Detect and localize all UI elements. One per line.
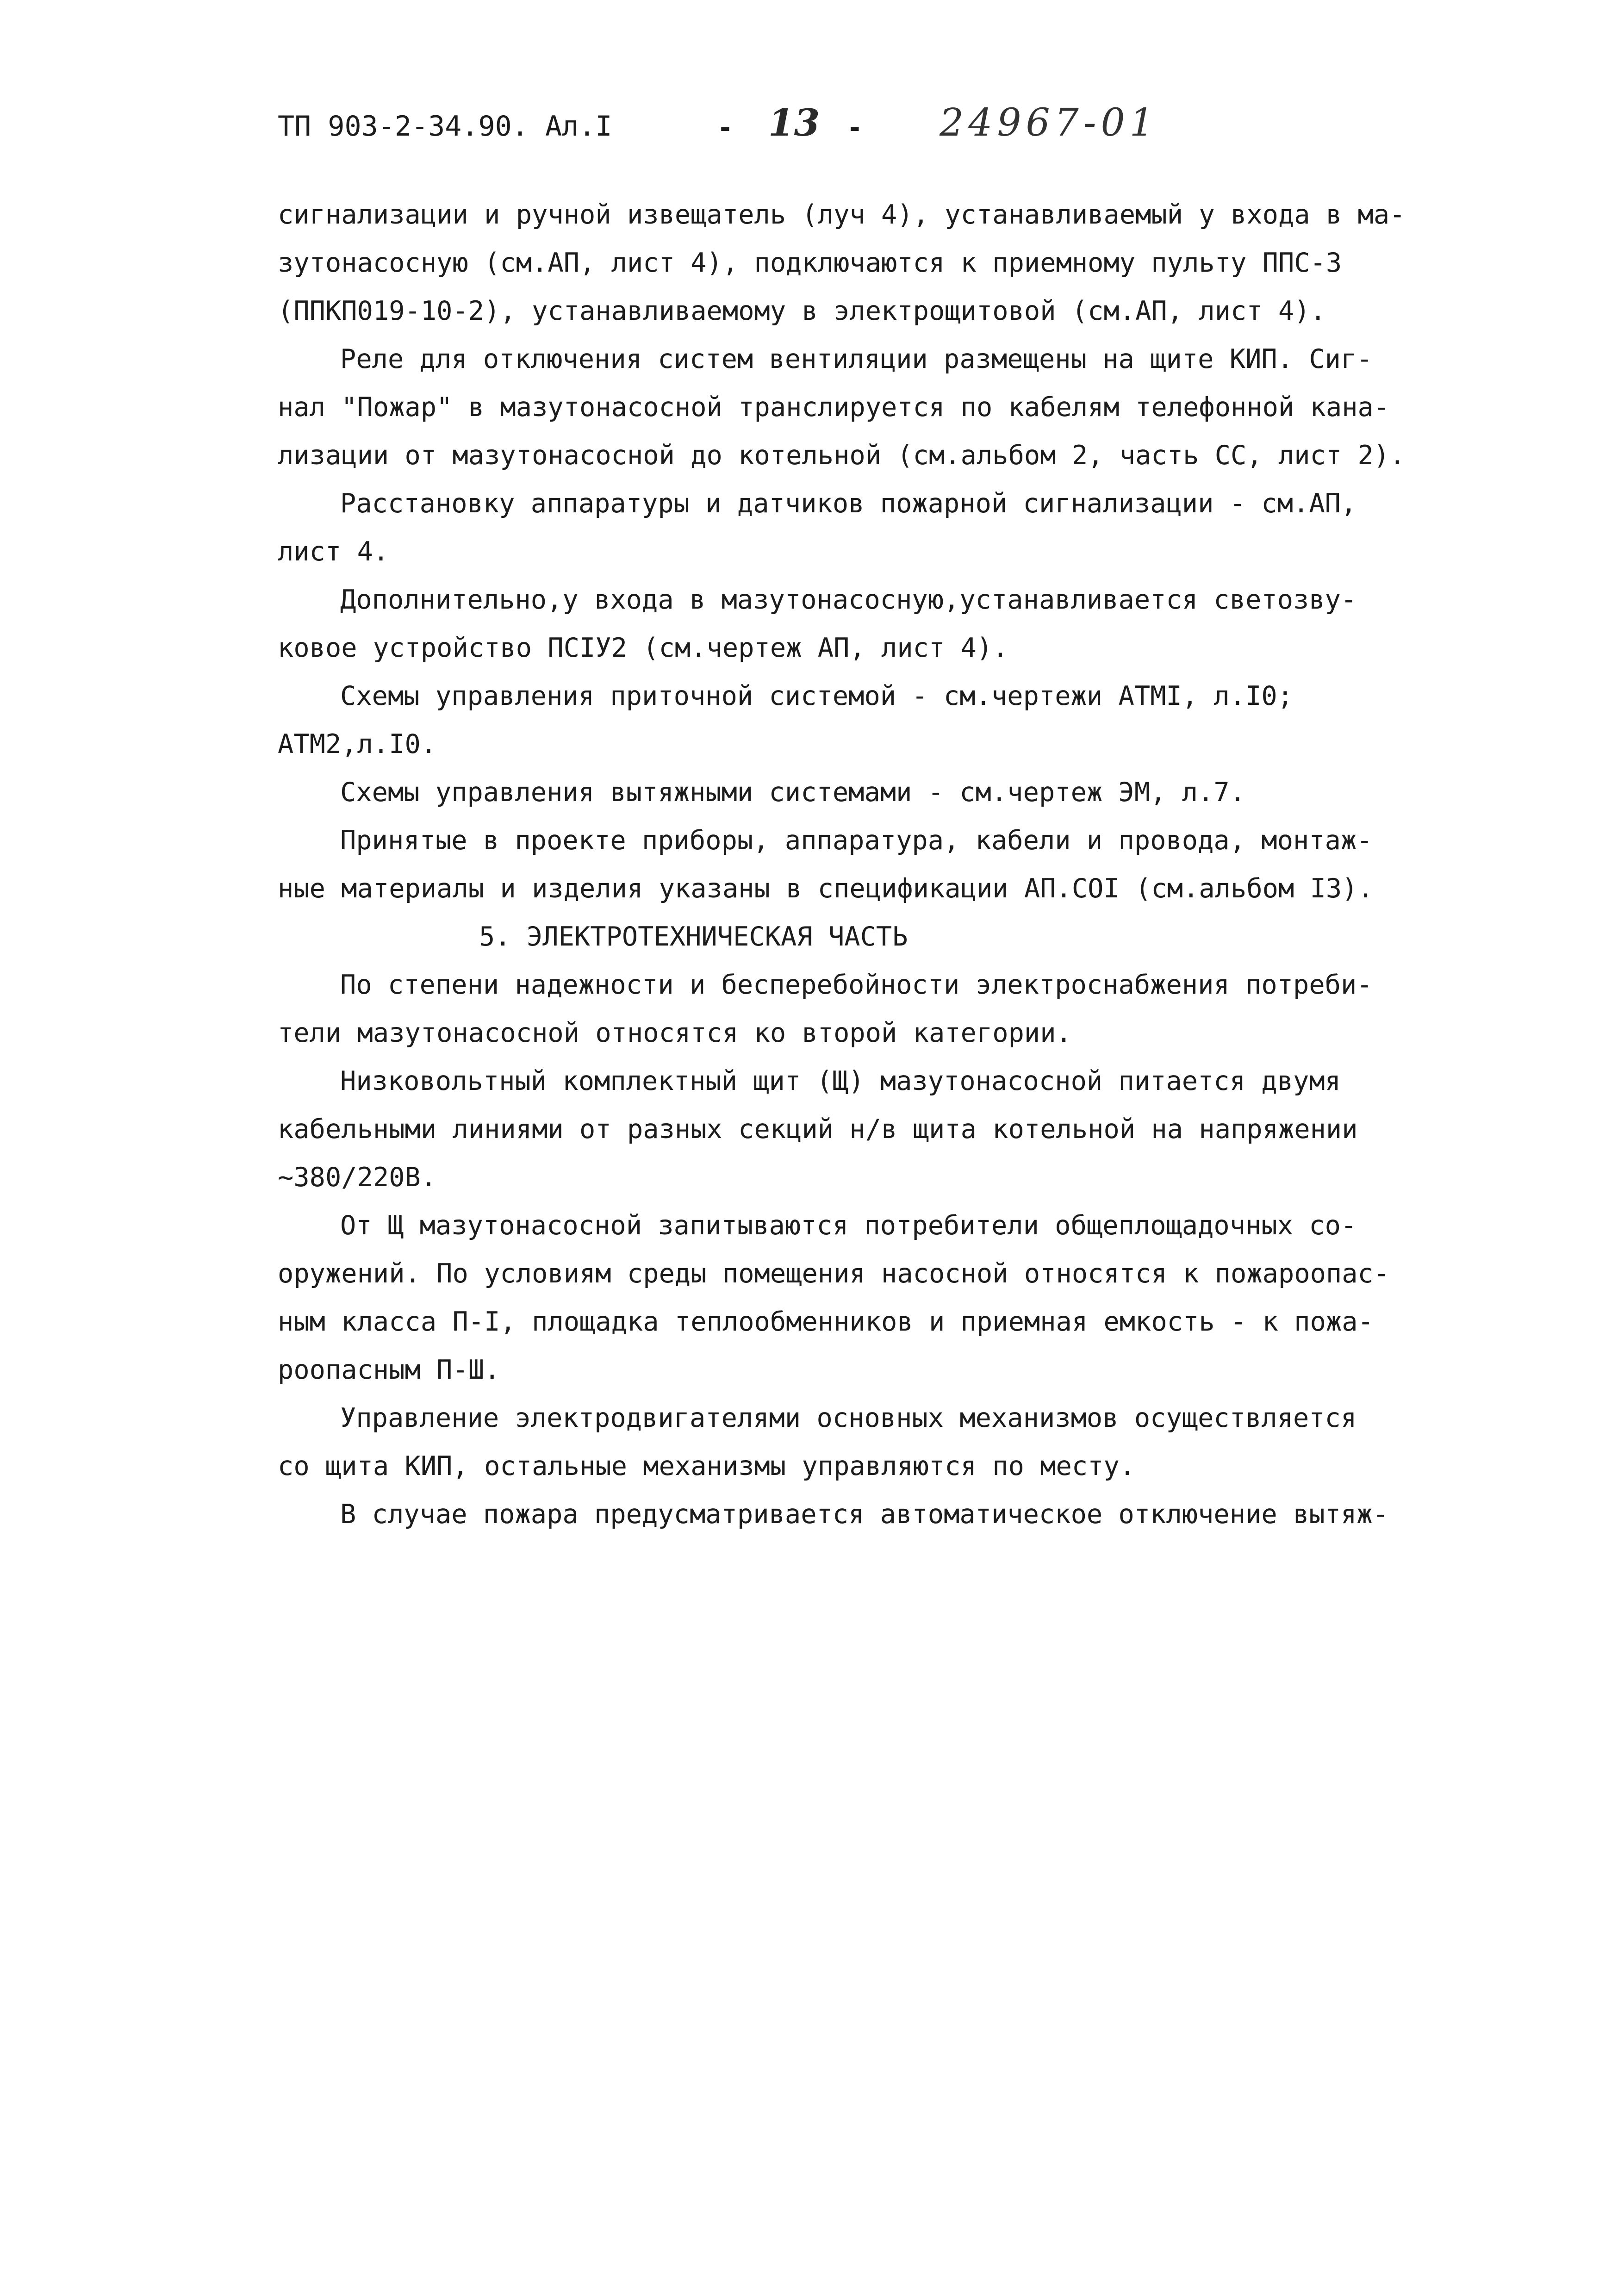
body-text: [278, 191, 1406, 1538]
text-line: ным класса П-I, площадка теплообменников и приемная емкость - к пожа-: [278, 1307, 1374, 1337]
text-line: оружений. По условиям среды помещения насосной относятся к пожароопас-: [278, 1258, 1390, 1289]
paragraph-start-line: Управление электродвигателями основных механизмов осуществляется: [340, 1403, 1357, 1433]
text-line: лист 4.: [278, 536, 389, 567]
paragraph-start-line: Принятые в проекте приборы, аппаратура, кабели и провода, монтаж-: [340, 825, 1373, 856]
text-line: ные материалы и изделия указаны в спецификации АП.СОI (см.альбом I3).: [278, 873, 1374, 904]
text-line: зутонасосную (см.АП, лист 4), подключаются к приемному пульту ППС-3: [278, 248, 1342, 278]
text-line: нал "Пожар" в мазутонасосной транслируется по кабелям телефонной кана-: [278, 392, 1390, 423]
text-line: АТМ2,л.I0.: [278, 729, 437, 759]
paragraph-start-line: Реле для отключения систем вентиляции размещены на щите КИП. Сиг-: [340, 344, 1373, 374]
text-line: ковое устройство ПСIУ2 (см.чертеж АП, лист 4).: [278, 633, 1008, 663]
handwritten-inventory-number: 24967-01: [940, 101, 1158, 145]
text-line: тели мазутонасосной относятся ко второй категории.: [278, 1018, 1072, 1048]
text-line: кабельными линиями от разных секций н/в щита котельной на напряжении: [278, 1114, 1358, 1145]
paragraph-start-line: От Щ мазутонасосной запитываются потребители общеплощадочных со-: [340, 1210, 1357, 1241]
page-number-dash-left: -: [717, 113, 733, 143]
document-code: ТП 903-2-34.90. Ал.I: [278, 110, 612, 143]
page-header: [278, 101, 1388, 156]
paragraph-start-line: По степени надежности и бесперебойности электроснабжения потреби-: [340, 970, 1373, 1000]
text-line: лизации от мазутонасосной до котельной (см.альбом 2, часть СС, лист 2).: [278, 440, 1406, 471]
paragraph-start-line: Схемы управления вытяжными системами - см.чертеж ЭМ, л.7.: [340, 777, 1246, 808]
paragraph-start-line: В случае пожара предусматривается автоматическое отключение вытяж-: [340, 1499, 1388, 1530]
paragraph-start-line: Дополнительно,у входа в мазутонасосную,устанавливается светозву-: [340, 585, 1357, 615]
text-line: (ППКП019-10-2), устанавливаемому в электрощитовой (см.АП, лист 4).: [278, 296, 1326, 326]
text-line: сигнализации и ручной извещатель (луч 4), устанавливаемый у входа в ма-: [278, 199, 1406, 230]
text-line: роопасным П-Ш.: [278, 1355, 500, 1385]
paragraph-start-line: Расстановку аппаратуры и датчиков пожарной сигнализации - см.АП,: [340, 488, 1357, 519]
page-number: 13: [768, 101, 820, 144]
text-line: со щита КИП, остальные механизмы управляются по месту.: [278, 1451, 1136, 1481]
paragraph-start-line: Низковольтный комплектный щит (Щ) мазутонасосной питается двумя: [340, 1066, 1341, 1096]
paragraph-start-line: Схемы управления приточной системой - см.чертежи АТМI, л.I0;: [340, 681, 1294, 711]
text-line: ~380/220В.: [278, 1162, 437, 1193]
section-heading: 5. ЭЛЕКТРОТЕХНИЧЕСКАЯ ЧАСТЬ: [479, 921, 908, 952]
page-number-dash-right: -: [847, 113, 863, 143]
